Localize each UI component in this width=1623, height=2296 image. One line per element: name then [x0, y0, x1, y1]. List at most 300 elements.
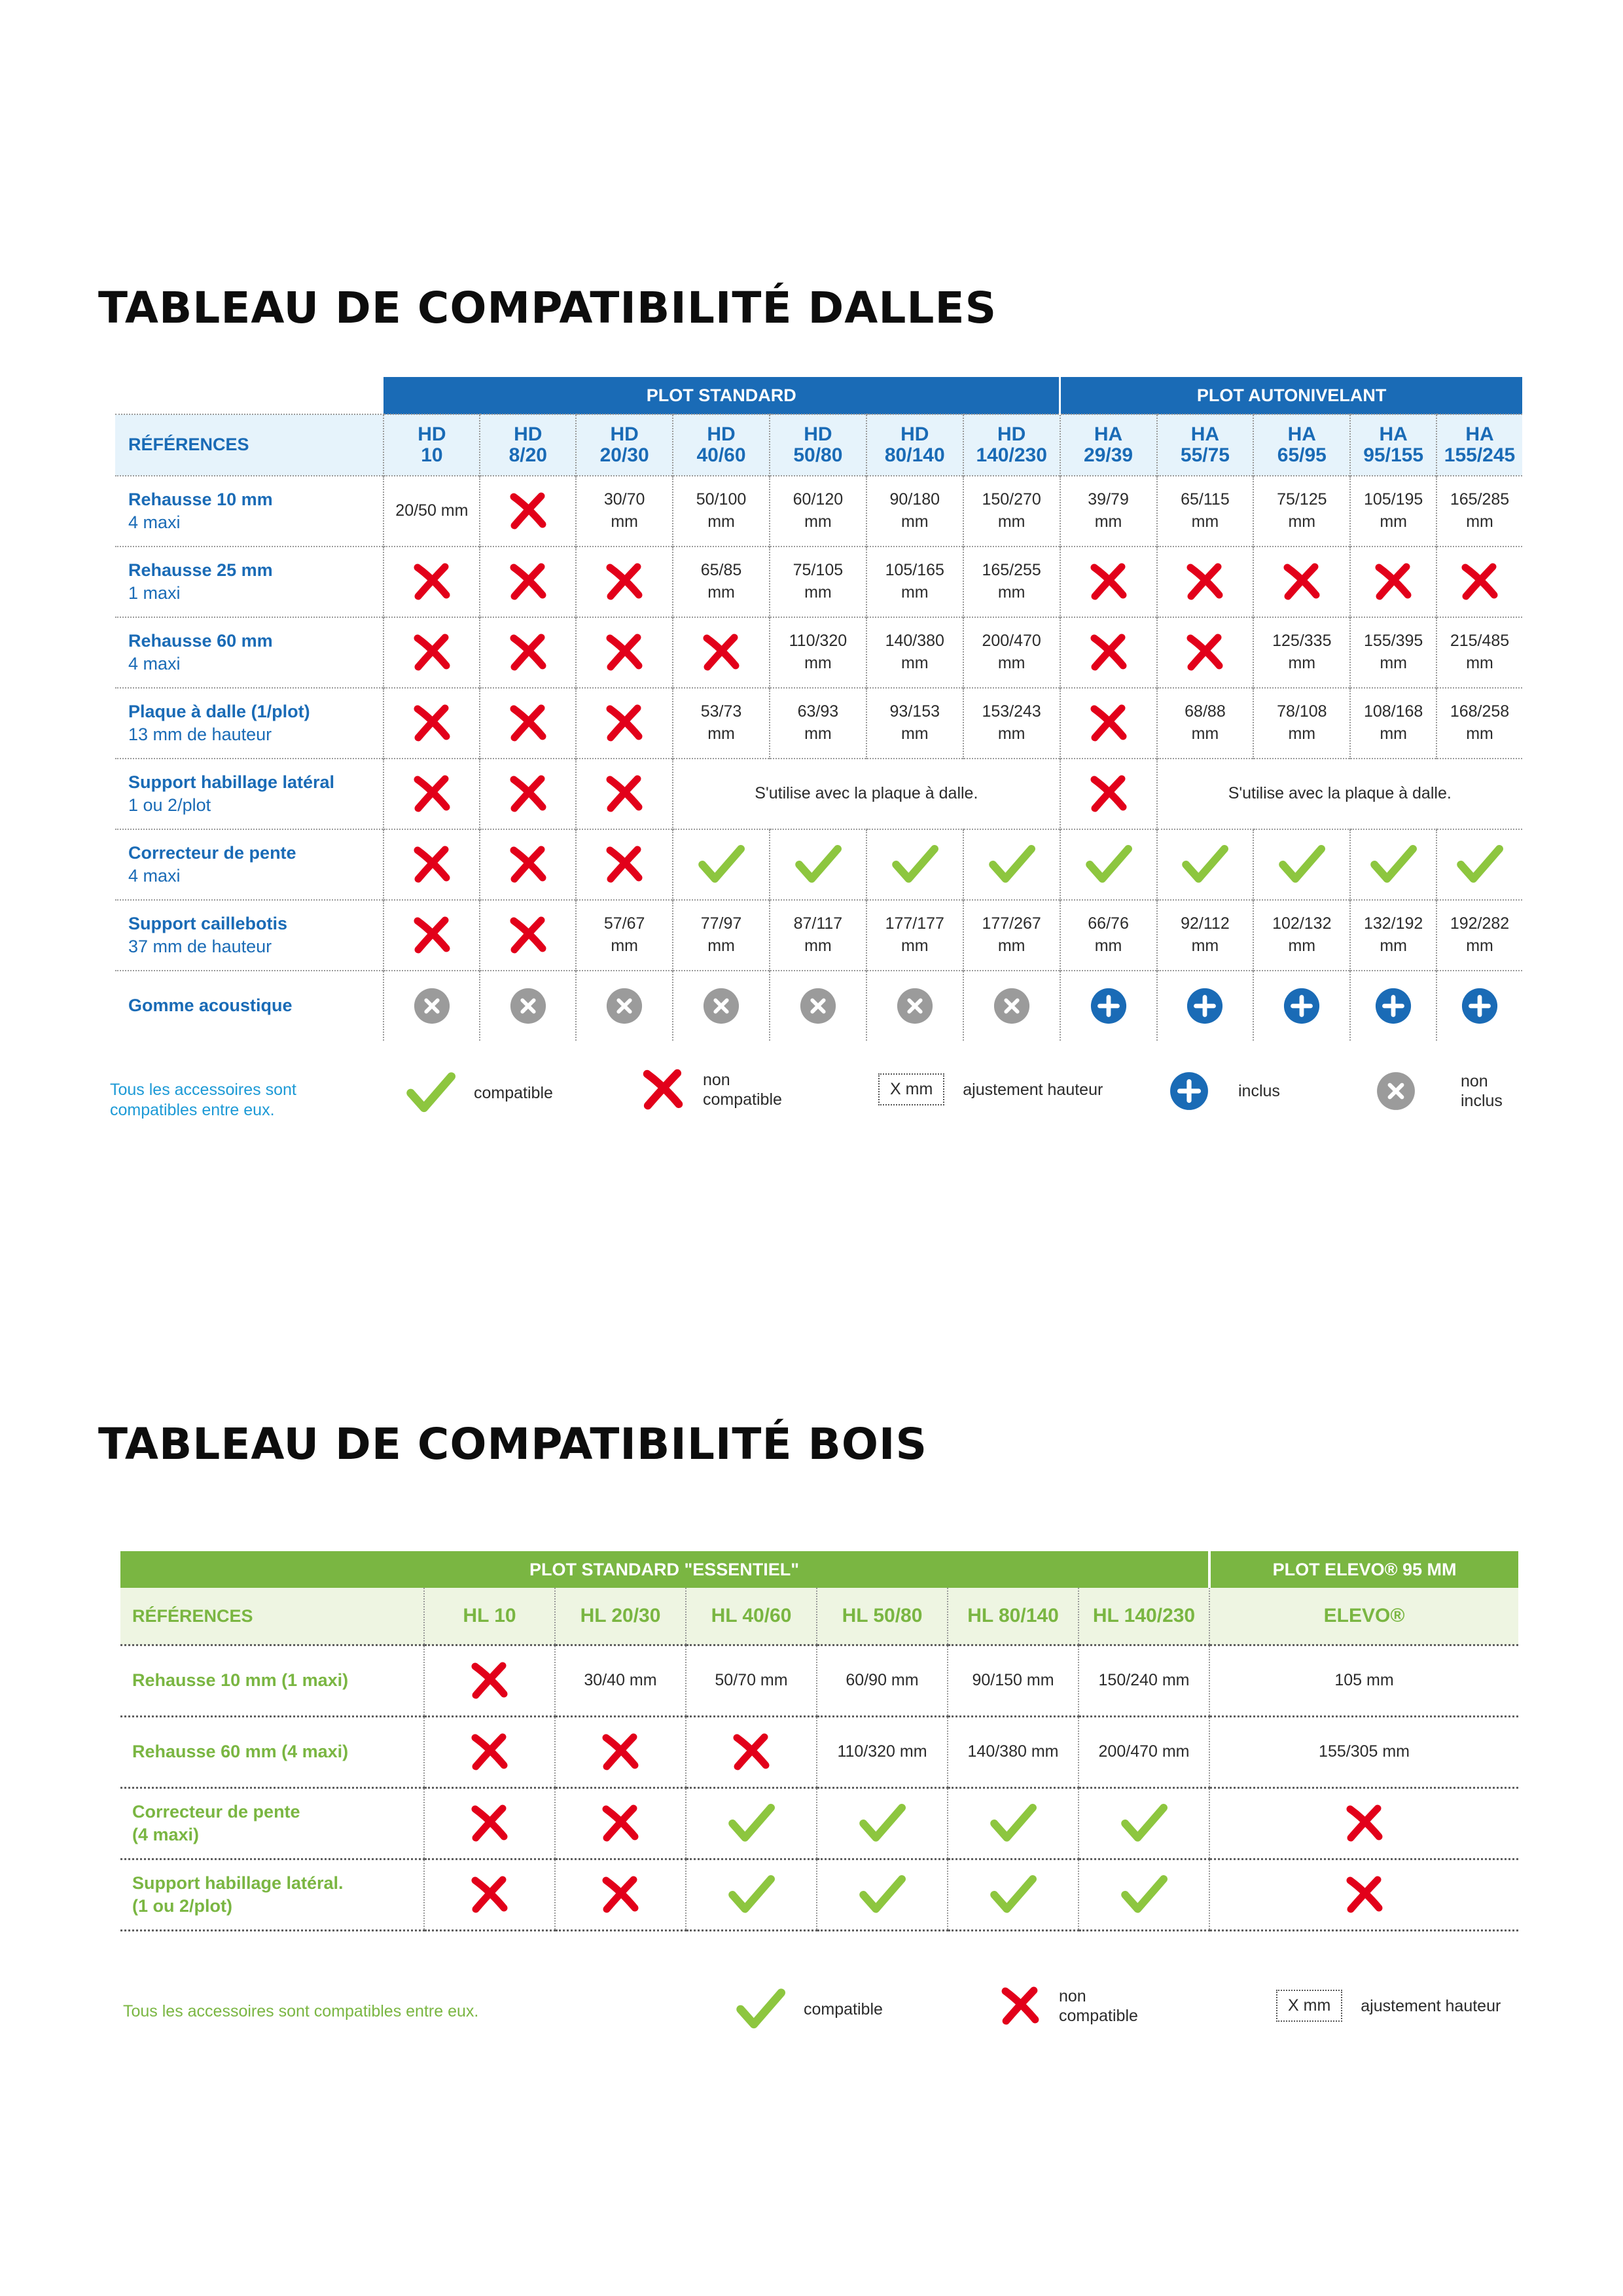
- cross-icon: [508, 562, 548, 601]
- table-cell: [963, 900, 1060, 971]
- legend-non-inclus: [1376, 1071, 1530, 1111]
- row-label-title: Rehausse 10 mm: [128, 489, 273, 509]
- legend-non-compatible-label: non compatible: [1059, 1987, 1138, 2025]
- legend-note: Tous les accessoires sont compatibles entre eux.: [110, 1081, 296, 1120]
- table-cell: [1253, 617, 1350, 688]
- row-label-title: Plaque à dalle (1/plot): [128, 701, 310, 721]
- cell-value: 63/93: [797, 702, 839, 721]
- table-cell: [383, 829, 480, 900]
- table-cell: [1436, 547, 1522, 617]
- column-series: HA: [1094, 423, 1123, 445]
- table-row: [115, 829, 1522, 900]
- cross-icon: [470, 1804, 509, 1843]
- table-row: [115, 688, 1522, 759]
- legend-adjust-label: ajustement hauteur: [1361, 1996, 1501, 2015]
- table-cell: [576, 829, 673, 900]
- row-label: [115, 900, 383, 971]
- row-label-title: Correcteur de pente: [128, 842, 296, 863]
- cell-value: 102/132: [1272, 914, 1332, 933]
- row-label-title: Support caillebotis: [128, 913, 288, 933]
- row-label: [115, 688, 383, 759]
- cell-value: 105 mm: [1334, 1671, 1394, 1690]
- dalles-table: [115, 377, 1522, 1041]
- cell-unit: mm: [1466, 512, 1493, 531]
- row-label: [115, 547, 383, 617]
- cell-unit: mm: [804, 654, 832, 672]
- cell-value: 78/108: [1277, 702, 1327, 721]
- table-cell: [1209, 1788, 1518, 1859]
- column-series: HD: [610, 423, 639, 445]
- column-header: [1350, 414, 1436, 476]
- row-label: [120, 1788, 424, 1859]
- table-cell: [1157, 829, 1254, 900]
- cell-value: 65/115: [1181, 490, 1230, 509]
- table-cell: [948, 1717, 1079, 1788]
- table-cell: [480, 617, 576, 688]
- cross-icon: [412, 774, 452, 814]
- row-label-detail: 1 ou 2/plot: [128, 795, 211, 815]
- table-cell: [866, 617, 963, 688]
- cross-icon: [508, 633, 548, 672]
- legend-compatible: [736, 1984, 883, 2034]
- cross-icon: [732, 1732, 771, 1772]
- column-header: HL 40/60: [686, 1588, 817, 1645]
- table-cell: [770, 476, 866, 547]
- cell-value: 30/40 mm: [584, 1671, 657, 1690]
- row-label-title: Rehausse 60 mm: [128, 630, 273, 651]
- table-cell: [866, 829, 963, 900]
- cell-value: 215/485: [1450, 632, 1510, 651]
- table-cell: [866, 900, 963, 971]
- cell-value: 66/76: [1088, 914, 1129, 933]
- check-icon: [736, 1984, 785, 2034]
- legend-inclus: [1169, 1071, 1280, 1111]
- check-icon: [1085, 841, 1132, 888]
- table-cell: [1209, 1645, 1518, 1717]
- column-header: [1253, 414, 1350, 476]
- row-label: [115, 829, 383, 900]
- check-icon: [990, 1871, 1037, 1918]
- cell-value: 87/117: [793, 914, 843, 933]
- legend-adjust-label: ajustement hauteur: [963, 1080, 1103, 1099]
- cross-icon: [412, 704, 452, 743]
- cross-icon: [1089, 704, 1128, 743]
- cell-value: 57/67: [603, 914, 645, 933]
- column-range: 29/39: [1084, 444, 1133, 466]
- cell-unit: mm: [901, 937, 929, 955]
- column-header: HL 10: [424, 1588, 555, 1645]
- table-cell: [1060, 759, 1157, 829]
- plus-circle-icon: [1283, 987, 1321, 1025]
- cell-value: 192/282: [1450, 914, 1510, 933]
- table-cell: [383, 971, 480, 1041]
- cross-icon: [508, 774, 548, 814]
- group-plot-autonivelant: PLOT AUTONIVELANT: [1060, 377, 1522, 414]
- group-plot-essentiel: PLOT STANDARD "ESSENTIEL": [120, 1551, 1209, 1588]
- table-cell: [555, 1645, 686, 1717]
- cell-value: 92/112: [1181, 914, 1230, 933]
- row-label-title: Support habillage latéral.: [132, 1873, 344, 1893]
- column-range: 95/155: [1363, 444, 1424, 466]
- x-circle-icon: [702, 987, 740, 1025]
- row-label-detail: 37 mm de hauteur: [128, 937, 272, 956]
- table-cell: [1157, 900, 1254, 971]
- row-label-detail: 13 mm de hauteur: [128, 725, 272, 744]
- cross-icon: [605, 633, 644, 672]
- table-row: [115, 617, 1522, 688]
- bois-table: [120, 1551, 1518, 1931]
- table-cell: [686, 1645, 817, 1717]
- table-cell: [770, 900, 866, 971]
- table-cell: [383, 759, 480, 829]
- cell-unit: mm: [804, 937, 832, 955]
- column-header: [383, 414, 480, 476]
- check-icon: [406, 1068, 455, 1118]
- table-cell: [770, 971, 866, 1041]
- cell-value: 53/73: [700, 702, 742, 721]
- x-circle-icon: [896, 987, 934, 1025]
- row-label: [115, 617, 383, 688]
- column-range: 50/80: [793, 444, 843, 466]
- column-header: [963, 414, 1060, 476]
- row-label-detail: 1 maxi: [128, 583, 181, 603]
- table-cell: [770, 617, 866, 688]
- table-cell: [866, 476, 963, 547]
- cross-icon: [641, 1068, 685, 1111]
- column-series: HD: [418, 423, 446, 445]
- cell-value: 30/70: [603, 490, 645, 509]
- cell-value: 125/335: [1272, 632, 1332, 651]
- table-cell: [1060, 547, 1157, 617]
- column-series: HD: [997, 423, 1026, 445]
- column-range: 155/245: [1444, 444, 1516, 466]
- cross-icon: [508, 704, 548, 743]
- table-cell: [1436, 617, 1522, 688]
- column-header: [1157, 414, 1254, 476]
- cell-value: 177/177: [885, 914, 944, 933]
- check-icon: [859, 1800, 906, 1847]
- table-cell: [1350, 971, 1436, 1041]
- column-header: [1060, 414, 1157, 476]
- column-header: HL 20/30: [555, 1588, 686, 1645]
- cell-value: 165/255: [982, 561, 1041, 580]
- cell-value: 140/380: [885, 632, 944, 651]
- cross-icon: [470, 1875, 509, 1914]
- table-cell: [866, 547, 963, 617]
- column-series: HA: [1379, 423, 1408, 445]
- column-header: HL 50/80: [817, 1588, 948, 1645]
- cell-value: 75/125: [1277, 490, 1327, 509]
- cell-unit: mm: [901, 583, 929, 601]
- table-cell: [963, 617, 1060, 688]
- table-cell: [480, 547, 576, 617]
- table-cell: [1157, 547, 1254, 617]
- table-cell: [480, 900, 576, 971]
- cell-unit: mm: [997, 654, 1026, 672]
- column-range: 8/20: [508, 444, 547, 466]
- row-label-title: Rehausse 60 mm (4 maxi): [132, 1742, 349, 1762]
- table-cell: [948, 1859, 1079, 1931]
- column-range: 20/30: [599, 444, 649, 466]
- cell-unit: mm: [1191, 937, 1219, 955]
- table-cell: [1079, 1788, 1209, 1859]
- cross-icon: [1089, 562, 1128, 601]
- dalles-title: TABLEAU DE COMPATIBILITÉ DALLES: [98, 283, 997, 333]
- cell-unit: mm: [1094, 512, 1122, 531]
- table-cell: [770, 829, 866, 900]
- column-header: [576, 414, 673, 476]
- cell-value: 105/165: [885, 561, 944, 580]
- legend-xmm: [878, 1073, 1103, 1105]
- table-cell: [1350, 476, 1436, 547]
- corner-blank: [115, 377, 383, 414]
- cell-unit: mm: [901, 725, 929, 743]
- row-label-detail: (4 maxi): [132, 1825, 200, 1844]
- cell-unit: mm: [1466, 654, 1493, 672]
- table-cell: [1060, 900, 1157, 971]
- cross-icon: [1089, 774, 1128, 814]
- legend-non-compatible: [1000, 1986, 1150, 2026]
- row-label: [120, 1717, 424, 1788]
- table-cell: [948, 1788, 1079, 1859]
- table-cell: [686, 1859, 817, 1931]
- column-header: [673, 414, 770, 476]
- table-cell: [1157, 688, 1254, 759]
- cross-icon: [601, 1732, 640, 1772]
- x-circle-icon: [993, 987, 1031, 1025]
- cell-value: 20/50 mm: [395, 501, 469, 520]
- check-icon: [990, 1800, 1037, 1847]
- cell-value: 60/120: [793, 490, 844, 509]
- cell-value: 165/285: [1450, 490, 1510, 509]
- cross-icon: [508, 845, 548, 884]
- cell-unit: mm: [997, 512, 1026, 531]
- table-cell: [673, 547, 770, 617]
- cross-icon: [412, 845, 452, 884]
- cell-unit: mm: [1380, 725, 1407, 743]
- row-label-title: Rehausse 10 mm (1 maxi): [132, 1670, 349, 1691]
- table-cell: [1079, 1717, 1209, 1788]
- cell-note: S'utilise avec la plaque à dalle.: [755, 784, 978, 803]
- table-cell: [770, 688, 866, 759]
- table-cell: [673, 476, 770, 547]
- table-cell: [948, 1645, 1079, 1717]
- table-cell: [1253, 476, 1350, 547]
- column-header: ELEVO®: [1209, 1588, 1518, 1645]
- table-cell: [963, 547, 1060, 617]
- row-label-title: Rehausse 25 mm: [128, 560, 273, 580]
- row-label: [120, 1645, 424, 1717]
- check-icon: [794, 841, 842, 888]
- row-label: [115, 971, 383, 1041]
- cell-value: 60/90 mm: [846, 1671, 919, 1690]
- table-cell: [1209, 1717, 1518, 1788]
- column-header: [866, 414, 963, 476]
- cell-unit: mm: [997, 937, 1026, 955]
- table-cell: [770, 547, 866, 617]
- table-cell: [1060, 829, 1157, 900]
- cell-unit: mm: [1380, 937, 1407, 955]
- table-cell: [1060, 476, 1157, 547]
- cross-icon: [508, 492, 548, 531]
- column-header: HL 80/140: [948, 1588, 1079, 1645]
- cell-unit: mm: [1094, 937, 1122, 955]
- legend-xmm: [1276, 1990, 1501, 2022]
- cross-icon: [601, 1875, 640, 1914]
- table-cell: [576, 547, 673, 617]
- table-cell: [1253, 688, 1350, 759]
- cell-unit: mm: [1380, 654, 1407, 672]
- cross-icon: [601, 1804, 640, 1843]
- table-cell: [576, 688, 673, 759]
- cell-unit: mm: [1288, 512, 1316, 531]
- column-header: [1436, 414, 1522, 476]
- table-cell: [1350, 900, 1436, 971]
- references-header: RÉFÉRENCES: [115, 414, 383, 476]
- plus-circle-icon: [1169, 1071, 1209, 1111]
- cell-unit: mm: [1191, 512, 1219, 531]
- row-label-title: Support habillage latéral: [128, 772, 335, 792]
- column-range: 140/230: [976, 444, 1047, 466]
- row-label: [120, 1859, 424, 1931]
- check-icon: [728, 1871, 775, 1918]
- row-label: [115, 759, 383, 829]
- cross-icon: [508, 916, 548, 955]
- column-series: HA: [1287, 423, 1316, 445]
- table-cell: [963, 971, 1060, 1041]
- column-range: 55/75: [1180, 444, 1230, 466]
- check-icon: [1120, 1871, 1168, 1918]
- cross-icon: [1185, 633, 1224, 672]
- cell-value: 140/380 mm: [967, 1742, 1059, 1761]
- table-cell: [1350, 829, 1436, 900]
- table-cell: [866, 688, 963, 759]
- cross-icon: [412, 916, 452, 955]
- table-cell: [1350, 688, 1436, 759]
- cross-icon: [470, 1732, 509, 1772]
- table-cell: [1436, 688, 1522, 759]
- cross-icon: [470, 1661, 509, 1700]
- table-cell: [383, 688, 480, 759]
- cell-unit: mm: [804, 512, 832, 531]
- cross-icon: [1345, 1804, 1384, 1843]
- cell-value: 177/267: [982, 914, 1041, 933]
- cell-unit: mm: [611, 937, 638, 955]
- plus-circle-icon: [1461, 987, 1499, 1025]
- cell-value: 39/79: [1088, 490, 1129, 509]
- check-icon: [988, 841, 1035, 888]
- table-cell: [1060, 617, 1157, 688]
- cell-unit: mm: [1466, 725, 1493, 743]
- dalles-legend: [110, 1054, 1530, 1126]
- table-row: [120, 1717, 1518, 1788]
- table-cell: [555, 1859, 686, 1931]
- table-cell: [576, 476, 673, 547]
- table-cell: [383, 476, 480, 547]
- table-row: [120, 1645, 1518, 1717]
- column-range: 65/95: [1277, 444, 1327, 466]
- cross-icon: [605, 562, 644, 601]
- table-cell: [480, 829, 576, 900]
- cross-icon: [702, 633, 741, 672]
- table-cell: [673, 829, 770, 900]
- cell-value: 200/470 mm: [1098, 1742, 1190, 1761]
- legend-compatible-label: compatible: [804, 2000, 883, 2018]
- table-cell: [555, 1717, 686, 1788]
- cross-icon: [1000, 1986, 1041, 2026]
- legend-compatible: [406, 1068, 553, 1118]
- table-cell: [1060, 688, 1157, 759]
- cell-unit: mm: [997, 583, 1026, 601]
- cross-icon: [605, 845, 644, 884]
- table-cell: [555, 1788, 686, 1859]
- table-cell: [1350, 617, 1436, 688]
- column-series: HA: [1190, 423, 1220, 445]
- cell-value: 105/195: [1363, 490, 1423, 509]
- cell-value: 93/153: [889, 702, 940, 721]
- column-range: 10: [421, 444, 443, 466]
- column-series: HD: [901, 423, 929, 445]
- cell-unit: mm: [707, 583, 735, 601]
- table-row: [115, 759, 1522, 829]
- table-cell: [383, 900, 480, 971]
- table-cell: [1157, 617, 1254, 688]
- x-circle-icon: [799, 987, 837, 1025]
- table-cell: [1350, 547, 1436, 617]
- cell-value: 77/97: [700, 914, 742, 933]
- table-cell: [1157, 971, 1254, 1041]
- cell-unit: mm: [1466, 937, 1493, 955]
- table-cell: [686, 1788, 817, 1859]
- cell-unit: mm: [1288, 725, 1316, 743]
- table-row: [115, 476, 1522, 547]
- table-cell: [424, 1645, 555, 1717]
- cell-value: 168/258: [1450, 702, 1510, 721]
- table-cell: [673, 759, 1060, 829]
- table-cell: [576, 971, 673, 1041]
- cell-value: 155/395: [1363, 632, 1423, 651]
- legend-note: Tous les accessoires sont compatibles entre eux.: [123, 2002, 479, 2020]
- group-plot-elevo: PLOT ELEVO® 95 MM: [1209, 1551, 1518, 1588]
- table-cell: [866, 971, 963, 1041]
- table-cell: [480, 971, 576, 1041]
- cell-note: S'utilise avec la plaque à dalle.: [1228, 784, 1452, 803]
- table-cell: [1253, 547, 1350, 617]
- cross-icon: [1374, 562, 1413, 601]
- check-icon: [728, 1800, 775, 1847]
- table-cell: [480, 688, 576, 759]
- table-cell: [383, 547, 480, 617]
- table-cell: [673, 688, 770, 759]
- table-cell: [1060, 971, 1157, 1041]
- check-icon: [1278, 841, 1325, 888]
- legend-compatible-label: compatible: [474, 1084, 553, 1102]
- cell-value: 90/150 mm: [972, 1671, 1054, 1690]
- cell-unit: mm: [707, 512, 735, 531]
- cell-unit: mm: [997, 725, 1026, 743]
- cell-value: 200/470: [982, 632, 1041, 651]
- column-range: 40/60: [696, 444, 746, 466]
- cell-unit: mm: [1380, 512, 1407, 531]
- cell-value: 150/240 mm: [1098, 1671, 1190, 1690]
- cell-unit: mm: [804, 725, 832, 743]
- plus-circle-icon: [1374, 987, 1412, 1025]
- cell-value: 155/305 mm: [1319, 1742, 1410, 1761]
- table-row: [120, 1859, 1518, 1931]
- plus-circle-icon: [1090, 987, 1128, 1025]
- cross-icon: [605, 774, 644, 814]
- table-cell: [673, 617, 770, 688]
